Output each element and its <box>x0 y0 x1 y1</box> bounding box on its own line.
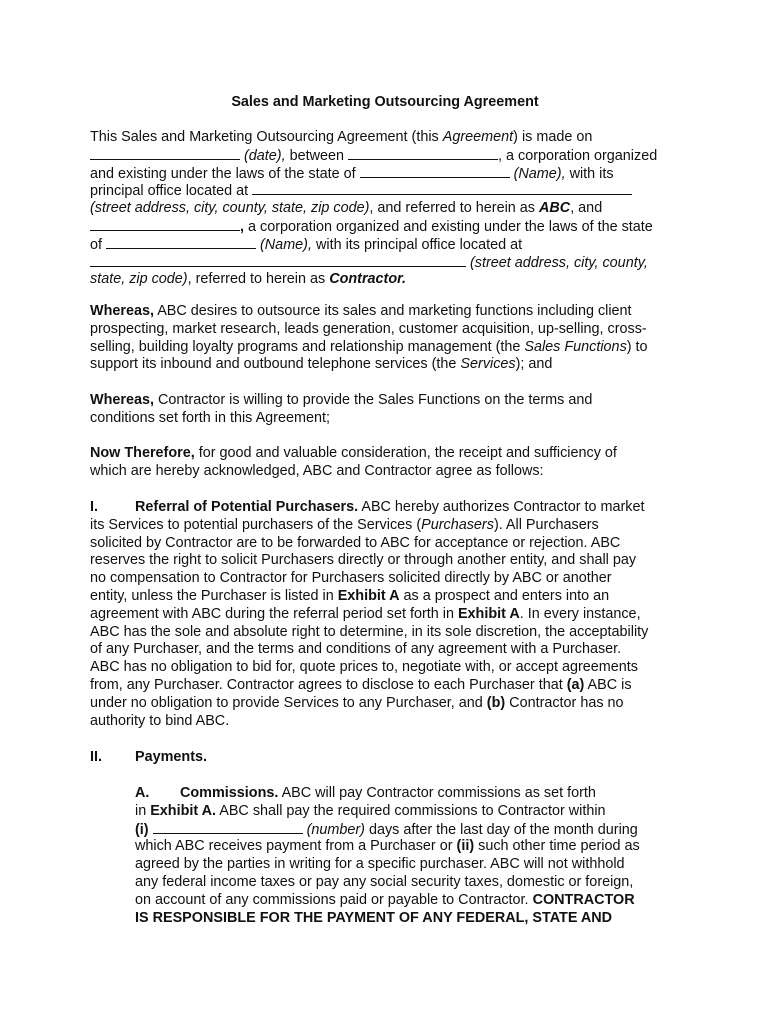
text: in <box>135 802 151 819</box>
text: a corporation organized and existing under the laws of the state <box>244 218 653 235</box>
text-line <box>90 606 648 624</box>
text: . In every instance, <box>519 605 641 622</box>
text-line <box>90 392 592 410</box>
text-line: IS RESPONSIBLE FOR THE PAYMENT OF ANY FEDERAL, STATE AND <box>135 909 613 926</box>
address-blank-field[interactable] <box>252 182 632 195</box>
text-line <box>135 892 640 910</box>
text-line <box>90 303 648 321</box>
clause-lead: Whereas, <box>90 392 154 408</box>
text-line: which are hereby acknowledged, ABC and Contractor agree as follows: <box>90 462 544 479</box>
text-line <box>90 588 648 606</box>
text-line <box>135 838 640 856</box>
date-blank-field[interactable] <box>90 147 240 160</box>
text: This Sales and Marketing Outsourcing Agreement (this <box>90 129 443 145</box>
text-line: authority to bind ABC. <box>90 712 230 729</box>
list-marker: (i) <box>135 821 149 838</box>
whereas-paragraph-1 <box>90 303 648 374</box>
text: such other time period as <box>474 838 640 855</box>
defined-term: Contractor. <box>329 271 406 288</box>
text-line <box>90 254 657 272</box>
text: , a corporation organized <box>498 147 658 164</box>
text: Contractor has no <box>505 694 624 711</box>
section-number: II. <box>90 749 102 765</box>
text: with its principal office located at <box>311 236 523 253</box>
emphasis-text: CONTRACTOR <box>532 891 635 908</box>
text-line <box>135 785 640 803</box>
text: ) to <box>626 338 648 355</box>
text-line: prospecting, market research, leads generation, customer acquisition, up-selling, cross- <box>90 320 647 337</box>
state-blank-field[interactable] <box>360 165 510 178</box>
text: agreement with ABC during the referral period set forth in <box>90 605 458 622</box>
text: entity, unless the Purchaser is listed in <box>90 587 338 604</box>
text: ABC will pay Contractor commissions as set forth <box>278 785 596 801</box>
text-line: ABC has no obligation to bid for, quote prices to, negotiate with, or accept agreements <box>90 659 638 676</box>
field-label: (street address, city, county, <box>470 254 648 271</box>
field-label: (number) <box>306 821 365 838</box>
text: of <box>90 236 106 253</box>
text-line <box>90 129 657 147</box>
text-line <box>90 182 657 200</box>
text: ). All Purchasers <box>493 516 599 533</box>
exhibit-reference: Exhibit A <box>337 587 400 604</box>
field-label: state, zip code) <box>90 271 188 288</box>
subsection-a <box>135 785 640 927</box>
text: , <box>240 218 244 235</box>
text-line: reserves the right to solicit Purchasers directly or through another entity, and shall pay <box>90 552 637 569</box>
field-label: (Name), <box>260 236 312 253</box>
text-line <box>135 821 640 839</box>
text: with its <box>565 165 614 182</box>
text-line <box>90 445 617 463</box>
text: Contractor is willing to provide the Sales Functions on the terms and <box>154 392 593 408</box>
text: ) is made on <box>513 129 593 145</box>
text-line <box>90 218 657 236</box>
text: ABC hereby authorizes Contractor to market <box>358 499 645 515</box>
section-2 <box>90 749 207 767</box>
contractor-address-blank-field[interactable] <box>90 254 466 267</box>
text: selling, building loyalty programs and relationship management (the <box>90 338 525 355</box>
text: ); and <box>515 356 553 373</box>
text-line: of any Purchaser, and the terms and conditions of any agreement with a Purchaser. <box>90 641 622 658</box>
text-line: conditions set forth in this Agreement; <box>90 409 330 426</box>
whereas-paragraph-2 <box>90 392 592 428</box>
text: , and referred to herein as <box>369 200 539 217</box>
field-label: (Name), <box>513 165 566 182</box>
exhibit-reference: Exhibit A. <box>150 802 217 819</box>
text-line <box>135 803 640 821</box>
text-line: ABC has the sole and absolute right to determine, in its sole discretion, the acceptability <box>90 623 649 640</box>
text: principal office located at <box>90 183 253 200</box>
text: and existing under the laws of the state of <box>90 165 360 182</box>
list-marker: (a) <box>566 676 585 693</box>
defined-term: ABC <box>539 200 571 217</box>
exhibit-reference: Exhibit A <box>457 605 520 622</box>
contractor-state-blank-field[interactable] <box>106 236 256 249</box>
text: , referred to herein as <box>187 271 330 288</box>
text: its Services to potential purchasers of the Services ( <box>90 516 422 533</box>
section-heading: Payments. <box>135 749 207 765</box>
text-line <box>90 236 657 254</box>
text-line <box>90 499 648 517</box>
field-label: (date), <box>244 147 286 164</box>
defined-term: Purchasers <box>421 516 494 533</box>
text: ABC shall pay the required commissions to Contractor within <box>216 802 606 819</box>
text: on account of any commissions paid or payable to Contractor. <box>135 891 533 908</box>
text-line <box>90 695 648 713</box>
subsection-heading: Commissions. <box>180 785 279 801</box>
text: days after the last day of the month during <box>364 821 638 838</box>
text-line <box>90 147 657 165</box>
list-marker: (ii) <box>456 838 475 855</box>
text-line <box>90 356 648 374</box>
text: under no obligation to provide Services to any Purchaser, and <box>90 694 487 711</box>
text-line <box>90 677 648 695</box>
list-marker: (b) <box>486 694 506 711</box>
document-title: Sales and Marketing Outsourcing Agreement <box>231 94 539 110</box>
text-line: agreed by the parties in writing for a specific purchaser. ABC will not withhold <box>135 856 625 873</box>
subsection-number: A. <box>135 785 150 801</box>
text: , and <box>570 200 603 217</box>
text-line: no compensation to Contractor for Purchasers solicited directly by ABC or another <box>90 570 612 587</box>
defined-term: Agreement <box>442 129 514 145</box>
party-name-blank-field[interactable] <box>348 147 498 160</box>
text: as a prospect and enters into an <box>399 587 610 604</box>
text: support its inbound and outbound telephone services (the <box>90 356 461 373</box>
intro-paragraph <box>90 129 657 289</box>
text: for good and valuable consideration, the receipt and sufficiency of <box>194 445 617 461</box>
text-line <box>90 271 657 289</box>
text-line <box>90 200 657 218</box>
text-line <box>90 749 207 767</box>
text: ABC desires to outsource its sales and marketing functions including client <box>154 303 632 319</box>
text-line: solicited by Contractor are to be forwarded to ABC for acceptance or rejection. ABC <box>90 534 621 551</box>
text-line <box>90 165 657 183</box>
contractor-name-blank-field[interactable] <box>90 218 240 231</box>
defined-term: Services <box>460 356 516 373</box>
text: which ABC receives payment from a Purchaser or <box>135 838 457 855</box>
field-label: (street address, city, county, state, zip code) <box>90 200 370 217</box>
section-1 <box>90 499 648 730</box>
text: from, any Purchaser. Contractor agrees to disclose to each Purchaser that <box>90 676 567 693</box>
section-heading: Referral of Potential Purchasers. <box>135 499 359 515</box>
clause-lead: Now Therefore, <box>90 445 195 461</box>
text: between <box>285 147 348 164</box>
text-line <box>90 517 648 535</box>
defined-term: Sales Functions <box>524 338 627 355</box>
clause-lead: Whereas, <box>90 303 154 319</box>
text: ABC is <box>584 676 632 693</box>
days-number-blank-field[interactable] <box>153 821 303 834</box>
section-number: I. <box>90 499 98 515</box>
text-line <box>90 339 648 357</box>
text-line: any federal income taxes or pay any social security taxes, domestic or foreign, <box>135 873 634 890</box>
now-therefore-paragraph <box>90 445 617 481</box>
